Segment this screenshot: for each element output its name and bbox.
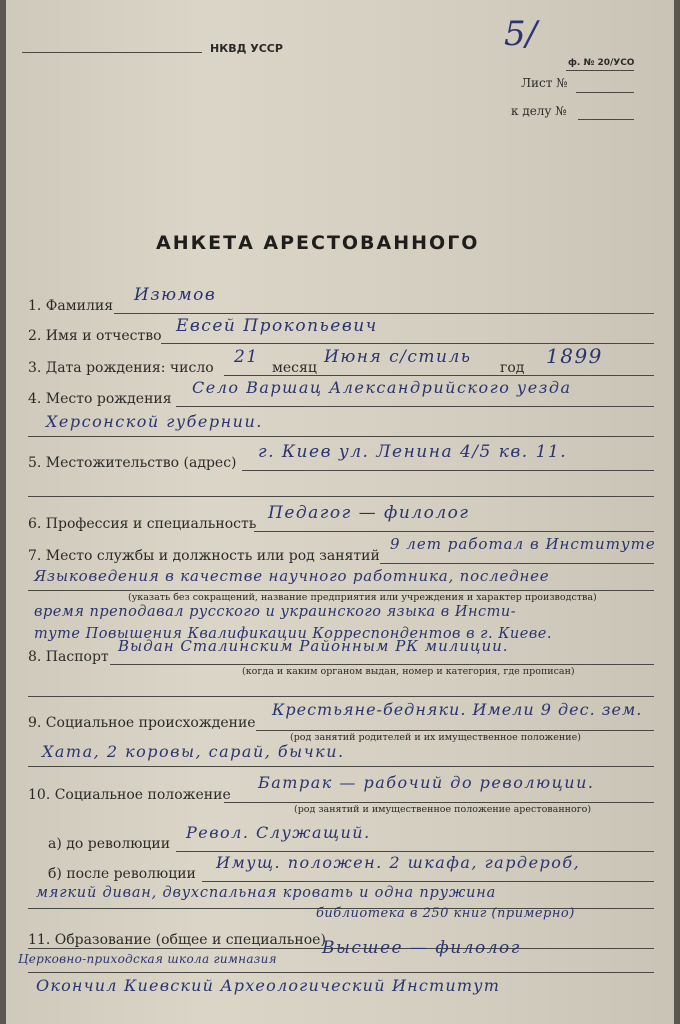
org-name: НКВД УССР — [210, 42, 283, 55]
education-value-2: Окончил Киевский Археологический Институт — [36, 976, 501, 995]
surname-value: Изюмов — [134, 285, 217, 305]
birth-line — [224, 375, 654, 376]
workplace-value-1: 9 лет работал в Институте — [390, 535, 656, 553]
education-value-left: Церковно-приходская школа гимназия — [18, 952, 277, 966]
position-line — [224, 802, 654, 803]
before-revolution-label: а) до революции — [48, 836, 171, 852]
sheet-line — [576, 92, 634, 93]
origin-note: (род занятий родителей и их имущественное положение) — [290, 732, 581, 743]
page-number-mark: 5/ — [504, 14, 538, 54]
form-number: ф. № 20/УСО — [568, 58, 635, 68]
birth-label: 3. Дата рождения: число — [28, 360, 214, 376]
residence-line-1 — [242, 470, 654, 471]
after-revolution-value-2: мягкий диван, двухспальная кровать и одна пружина — [36, 885, 497, 901]
birth-year: 1899 — [546, 344, 603, 368]
case-line — [578, 119, 634, 120]
origin-value-1: Крестьяне-бедняки. Имели 9 дес. зем. — [272, 700, 643, 719]
birthplace-value-2: Херсонской губернии. — [46, 412, 263, 431]
name-value: Евсей Прокопьевич — [176, 316, 378, 336]
position-note: (род занятий и имущественное положение арестованного) — [294, 804, 592, 815]
passport-line-1 — [110, 664, 654, 665]
passport-label: 8. Паспорт — [28, 649, 109, 665]
residence-label: 5. Местожительство (адрес) — [28, 455, 237, 471]
birthplace-line-1 — [176, 406, 654, 407]
workplace-note: (указать без сокращений, название предприятия или учреждения и характер производства) — [128, 592, 597, 603]
origin-line-2 — [28, 766, 654, 767]
form-title: АНКЕТА АРЕСТОВАННОГО — [156, 232, 480, 254]
profession-value: Педагог — филолог — [268, 503, 470, 523]
before-revolution-line — [176, 851, 654, 852]
surname-line — [114, 313, 654, 314]
education-line-2 — [28, 972, 654, 973]
position-value: Батрак — рабочий до революции. — [258, 773, 595, 792]
after-revolution-value-1: Имущ. положен. 2 шкафа, гардероб, — [216, 853, 581, 872]
after-revolution-value-3: библиотека в 250 книг (примерно) — [316, 906, 575, 921]
birth-month: Июня с/стиль — [324, 347, 472, 367]
org-line — [22, 52, 202, 53]
workplace-value-4: туте Повышения Квалификации Корреспондентов в г. Киеве. — [34, 626, 552, 642]
residence-value: г. Киев ул. Ленина 4/5 кв. 11. — [258, 442, 568, 462]
name-label: 2. Имя и отчество — [28, 328, 162, 344]
form-line — [566, 70, 634, 71]
workplace-line-1 — [380, 563, 654, 564]
profession-label: 6. Профессия и специальность — [28, 516, 257, 532]
passport-note: (когда и каким органом выдан, номер и категория, где прописан) — [242, 666, 575, 677]
profession-line — [254, 531, 654, 532]
birthplace-line-2 — [28, 436, 654, 437]
education-label: 11. Образование (общее и специальное) — [28, 932, 326, 948]
workplace-value-3: время преподавал русского и украинского языка в Инсти- — [34, 604, 517, 620]
workplace-line-2 — [28, 590, 654, 591]
surname-label: 1. Фамилия — [28, 298, 114, 314]
birthplace-label: 4. Место рождения — [28, 391, 172, 407]
passport-value: Выдан Сталинским Районным РК милиции. — [118, 637, 509, 655]
before-revolution-value: Револ. Служащий. — [186, 823, 371, 842]
workplace-label: 7. Место службы и должность или род занятий — [28, 548, 380, 564]
after-revolution-label: б) после революции — [48, 866, 196, 882]
sheet-label: Лист № — [521, 76, 568, 90]
case-label: к делу № — [511, 104, 567, 118]
origin-value-2: Хата, 2 коровы, сарай, бычки. — [42, 742, 345, 761]
passport-line-2 — [28, 696, 654, 697]
education-value-right: Высшее — филолог — [322, 938, 521, 958]
position-label: 10. Социальное положение — [28, 787, 231, 803]
origin-line-1 — [256, 730, 654, 731]
birthplace-value-1: Село Варшац Александрийского уезда — [192, 378, 572, 397]
origin-label: 9. Социальное происхождение — [28, 715, 256, 731]
birth-day: 21 — [234, 347, 259, 367]
birth-year-label: год — [500, 360, 525, 376]
workplace-value-2: Языковедения в качестве научного работника, последнее — [34, 567, 550, 585]
document-sheet — [6, 0, 674, 1024]
residence-line-2 — [28, 496, 654, 497]
birth-month-label: месяц — [272, 360, 317, 376]
after-revolution-line-1 — [202, 881, 654, 882]
